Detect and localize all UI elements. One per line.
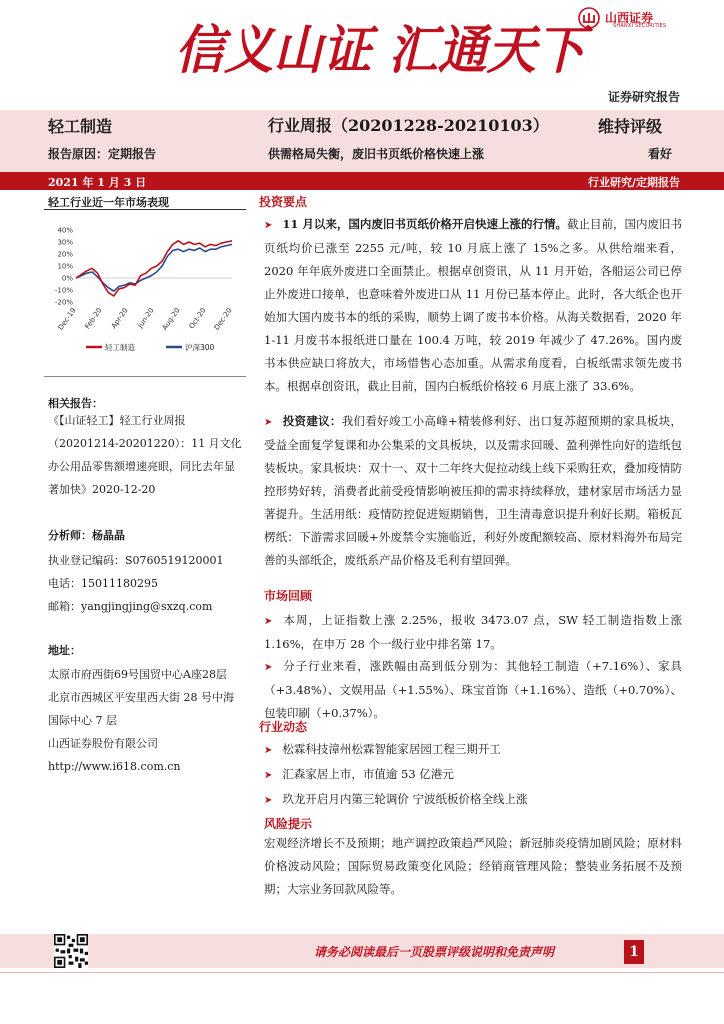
analyst-phone: 电话：15011180295: [48, 577, 158, 590]
x-tick-label: Apr-20: [109, 306, 130, 331]
y-tick-label: 10%: [57, 262, 73, 271]
market-performance-chart: [44, 212, 248, 362]
investment-paragraph-1: ➤ 11 月以来，国内废旧书页纸价格开启快速上涨的行情。截止目前，国内废旧书页纸均价已涨至 2255 元/吨，较 10 月底上涨了 15%之多。从供给端来看，2020 年年底外废进口全面禁止。根据卓创资讯，从 11 月开始，各船运公司已停止外废进口接单，也意味着外废进口从 11 月份已基本停止。此时，各大纸企也开始加大国内废书本的纸的采购，顺势上调了废书本价格。从海关数据看，2020 年 1-11 月废书本报纸进口量在 100.4 万吨，较 2019 年减少了 47.26%。国内废书本供应缺口将放大，市场惜售心态加重。从需求角度看，白板纸需求领先废书本。根据卓创资讯，截止目前，国内白板纸价格较 6 月底上涨了 33.6%。: [264, 217, 682, 393]
series-line-轻工制造: [76, 241, 232, 296]
arrow-bullet-icon: ➤: [264, 770, 273, 781]
sector-name: 轻工制造: [48, 117, 113, 136]
x-tick-label: Dec-19: [56, 306, 78, 332]
lead-sentence: 11 月以来，国内废旧书页纸价格开启快速上涨的行情。: [282, 217, 567, 231]
market-paragraph-1: ➤ 本周，上证指数上涨 2.25%，报收 3473.07 点，SW 轻工制造指数上涨 1.16%，在申万 28 个一级行业中排名第 17。: [264, 613, 682, 651]
page-number: 1: [624, 940, 644, 964]
analyst-email[interactable]: 邮箱：yangjingjing@sxzq.com: [48, 600, 213, 613]
arrow-bullet-icon: ➤: [264, 662, 273, 673]
analyst-registration: 执业登记编码：S0760519120001: [48, 554, 224, 567]
section-investment-highlights: 投资要点: [259, 195, 308, 209]
legend-label: 轻工制造: [105, 343, 135, 352]
arrow-bullet-icon: ➤: [264, 220, 273, 231]
website-link[interactable]: http://www.i618.com.cn: [48, 760, 181, 773]
slogan-calligraphy: [175, 8, 595, 94]
y-tick-label: -20%: [54, 298, 73, 307]
x-tick-label: Feb-20: [83, 306, 104, 331]
analyst-title: 分析师：杨晶晶: [48, 529, 125, 542]
arrow-bullet-icon: ➤: [264, 616, 273, 627]
divider: [44, 209, 246, 210]
disclaimer-text: 请务必阅读最后一页股票评级说明和免责声明: [314, 945, 555, 959]
report-title: 行业周报（20201228-20210103）: [268, 116, 549, 135]
logo-name: 山西证券: [605, 11, 654, 25]
address-line: 北京市西城区平安里西大街 28 号中海国际中心 7 层: [48, 691, 234, 727]
qr-code-icon[interactable]: [54, 934, 88, 968]
report-category: 行业研究/定期报告: [587, 176, 680, 189]
x-tick-label: Jun-20: [136, 306, 156, 330]
arrow-bullet-icon: ➤: [264, 745, 273, 756]
headline: 供需格局失衡，废旧书页纸价格快速上涨: [268, 147, 485, 161]
y-tick-label: 20%: [57, 250, 73, 259]
x-tick-label: Aug-20: [160, 306, 182, 332]
x-tick-label: Dec-20: [212, 306, 234, 332]
rating-view: 看好: [648, 147, 673, 161]
logo-emblem-icon: [578, 7, 600, 29]
section-market-review: 市场回顾: [264, 589, 313, 603]
report-date: 2021 年 1 月 3 日: [48, 176, 147, 189]
related-report-link[interactable]: 《【山证轻工】轻工行业周报（20201214-20201220）：11 月文化办公用品零售额增速亮眼，同比去年显著加快》2020-12-20: [48, 414, 242, 496]
report-reason: 报告原因：定期报告: [48, 147, 157, 161]
market-paragraph-2: ➤ 分子行业来看，涨跌幅由高到低分别为：其他轻工制造（+7.16%）、家具（+3.48%）、文娱用品（+1.55%）、珠宝首饰（+1.16%）、造纸（+0.70%）、包装印刷（+0.37%）。: [264, 659, 682, 720]
footer-divider: [0, 972, 724, 973]
chart-title: 轻工行业近一年市场表现: [48, 196, 169, 209]
arrow-bullet-icon: ➤: [264, 417, 273, 428]
news-item: ➤ 松霖科技漳州松霖智能家居园工程三期开工: [264, 742, 501, 756]
report-type: 证券研究报告: [607, 90, 680, 104]
slogan-text: 信义山证 汇通天下: [175, 20, 594, 81]
section-risk-warning: 风险提示: [264, 817, 313, 831]
divider: [44, 376, 246, 377]
investment-paragraph-2: ➤ 投资建议：我们看好竣工小高峰+精装修利好、出口复苏超预期的家具板块，受益全面复学复课和办公集采的文具板块，以及需求回暖、盈利弹性向好的造纸包装板块。家具板块：双十一、双十二年终大促拉动线上线下采购狂欢，叠加疫情防控形势好转，消费者此前受疫情影响被压抑的需求持续释放，建材家居市场活力显著提升。生活用纸：疫情防控促进短期销售，卫生清毒意识提升利好长期。箱板瓦楞纸：下游需求回暖+外废禁令实施临近，利好外废配额较高、原材料海外布局完善的头部纸企，废纸系产品价格及毛利有望回弹。: [264, 414, 683, 567]
risk-paragraph: 宏观经济增长不及预期；地产调控政策趋严风险；新冠肺炎疫情加剧风险；原材料价格波动风险；国际贸易政策变化风险；经销商管理风险；整装业务拓展不及预期；大宗业务回款风险等。: [264, 836, 682, 896]
arrow-bullet-icon: ➤: [264, 795, 273, 806]
lead-sentence: 投资建议：: [282, 414, 342, 428]
news-item: ➤ 汇森家居上市，市值逾 53 亿港元: [264, 767, 454, 781]
rating: 维持评级: [598, 117, 663, 136]
section-industry-news: 行业动态: [259, 720, 308, 734]
address-line: 太原市府西街69号国贸中心A座28层: [48, 668, 227, 681]
company-name: 山西证券股份有限公司: [48, 737, 158, 750]
logo-subtitle: SHANXI SECURITIES: [613, 23, 667, 29]
y-tick-label: 0%: [61, 274, 73, 283]
y-tick-label: -10%: [54, 286, 73, 295]
address-title: 地址：: [48, 644, 81, 657]
related-reports-title: 相关报告：: [48, 397, 103, 410]
company-logo: [578, 6, 718, 30]
x-tick-label: Oct-20: [187, 306, 208, 331]
address-block: [48, 663, 244, 778]
legend-label: 沪深300: [185, 343, 215, 352]
y-tick-label: 30%: [57, 238, 73, 247]
news-item: ➤ 玖龙开启月内第三轮调价 宁波纸板价格全线上涨: [264, 792, 528, 806]
y-tick-label: 40%: [57, 226, 73, 235]
